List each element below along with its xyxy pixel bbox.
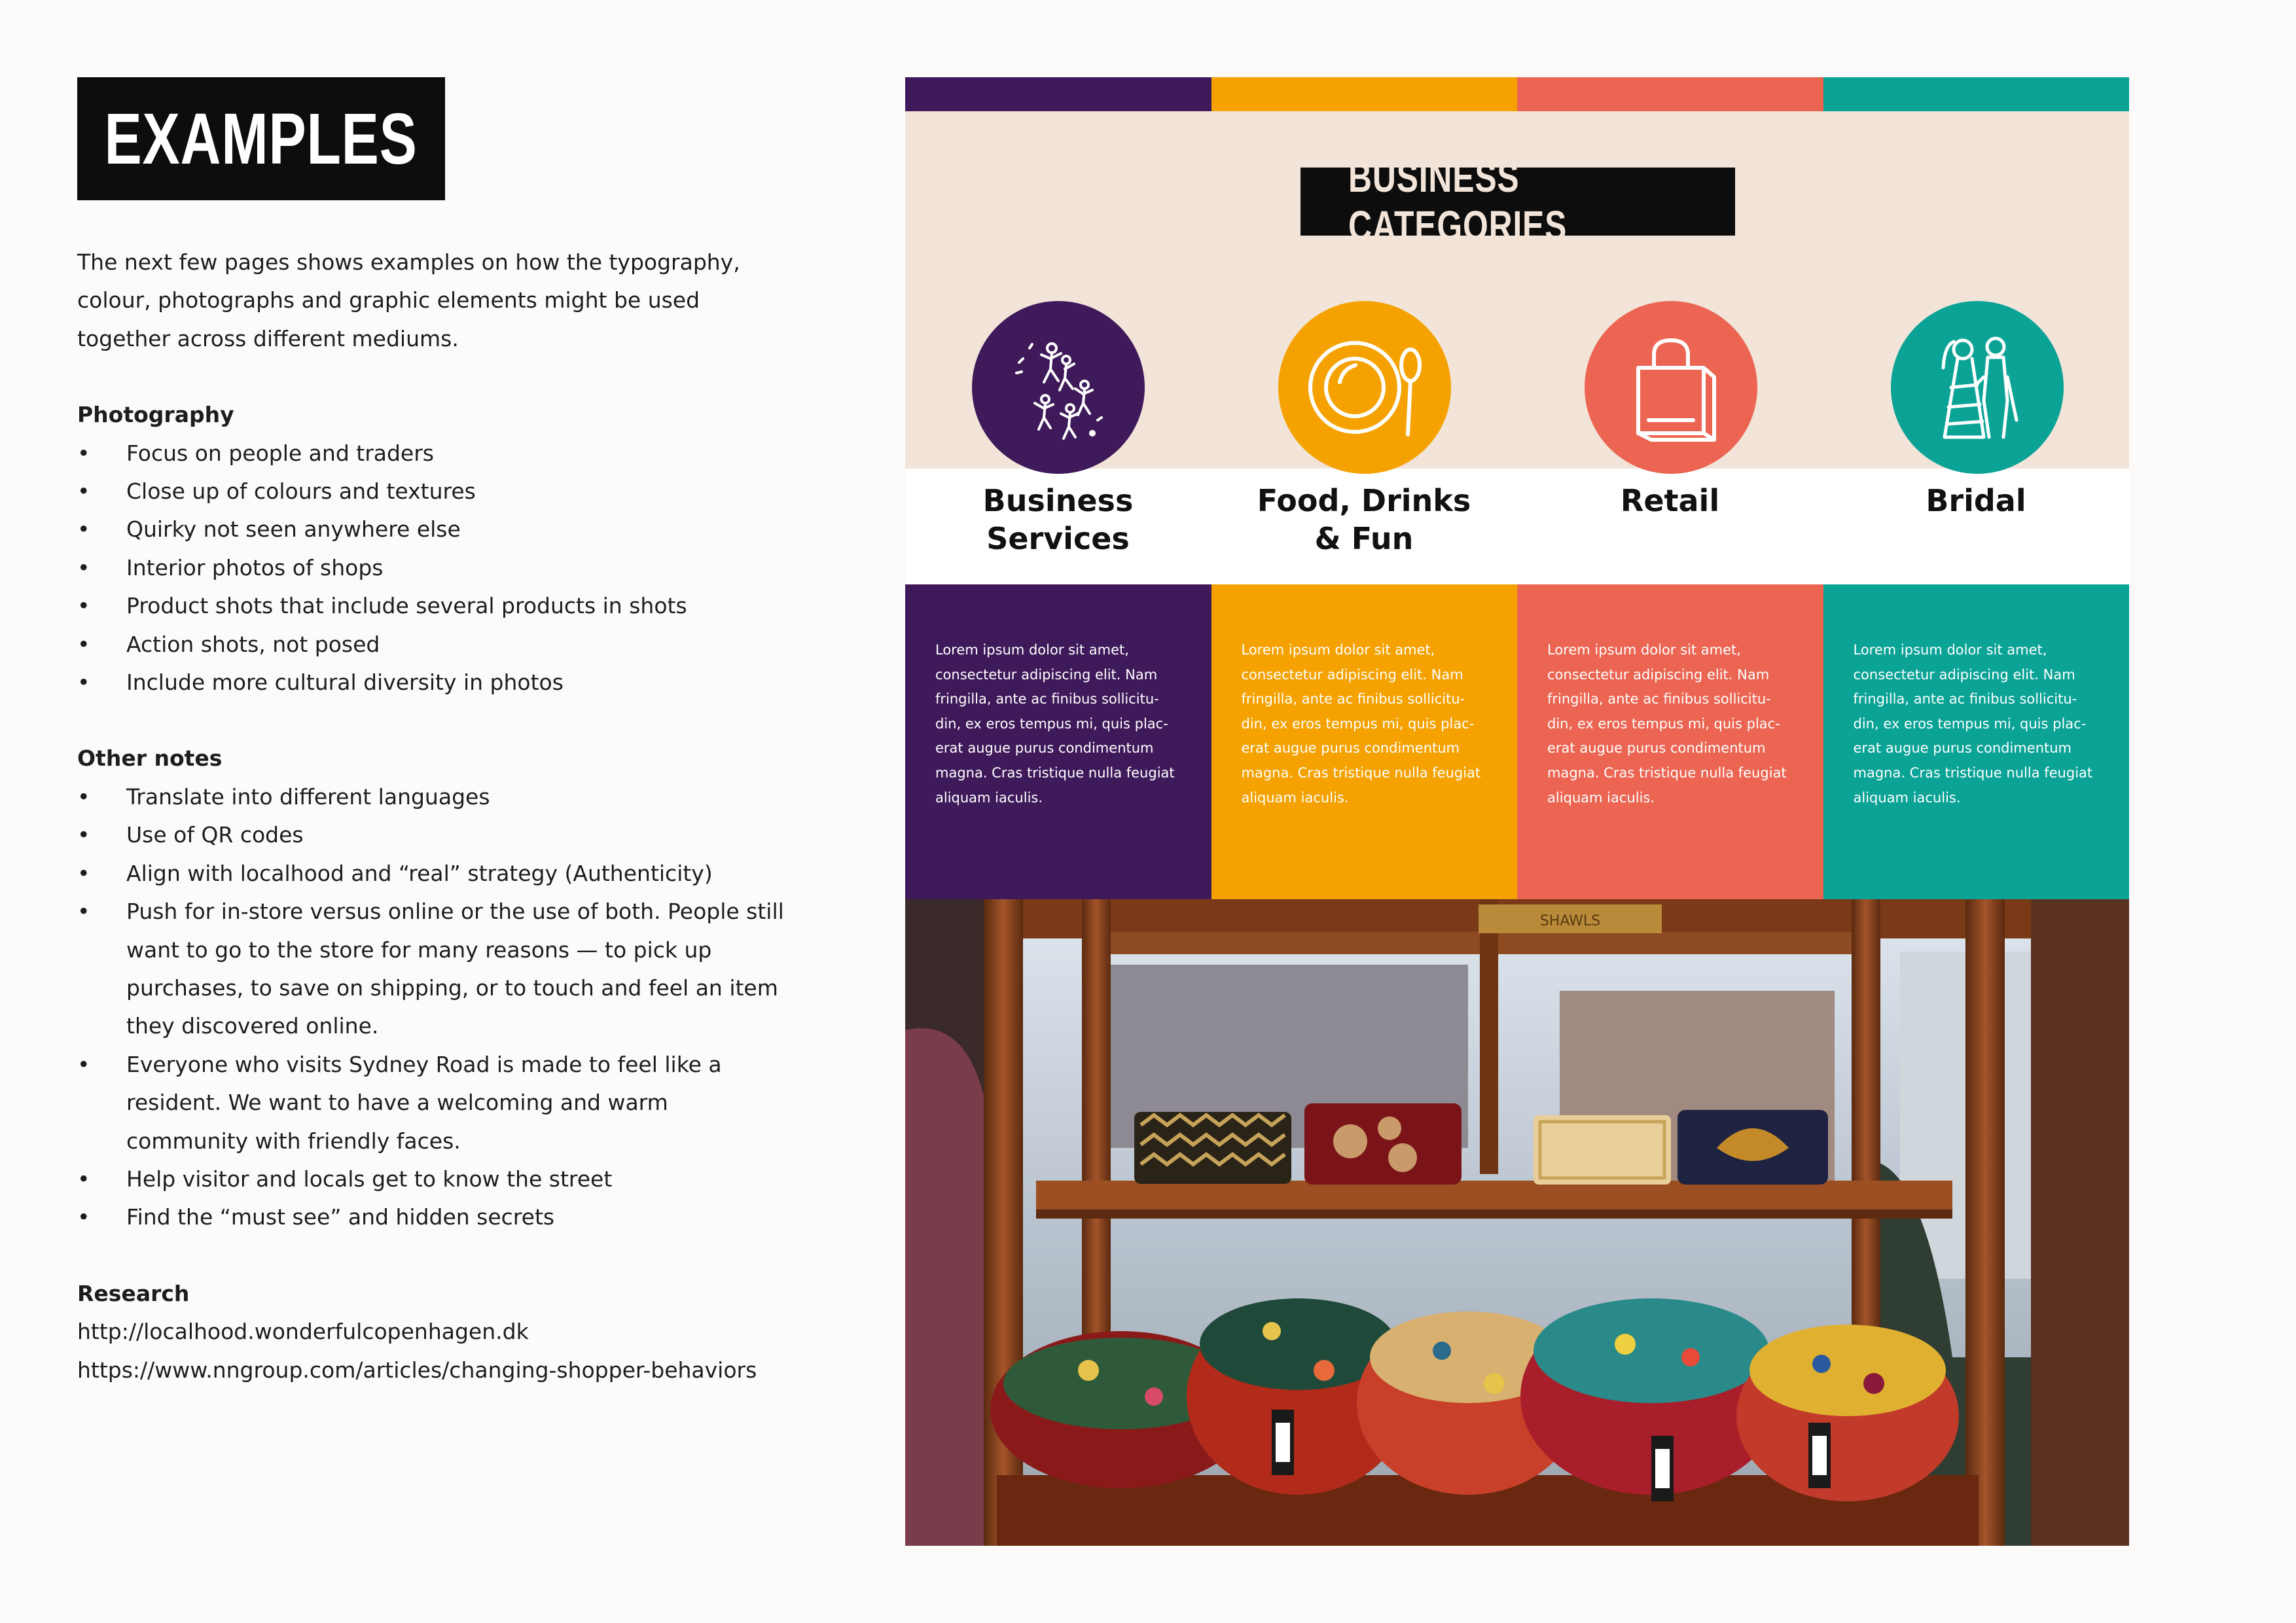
research-heading: Research bbox=[77, 1280, 190, 1306]
bride-groom-icon bbox=[1912, 322, 2043, 453]
list-item: • Action shots, not posed bbox=[77, 626, 836, 664]
category-circle-bridal[interactable] bbox=[1891, 301, 2064, 474]
category-description-business-services: Lorem ipsum dolor sit amet, consectetur adipiscing elit. Nam fringilla, ante ac finibus sollicitu- din, ex eros tempus mi, quis plac- erat augue purus condimentum magna. Cras tristique nulla feugiat aliquam iaculis. bbox=[905, 584, 1211, 899]
list-item: • Include more cultural diversity in photos bbox=[77, 664, 836, 702]
stripe-coral bbox=[1517, 77, 1823, 111]
business-categories-panel bbox=[905, 77, 2129, 1546]
shawls-sign: SHAWLS bbox=[1539, 913, 1601, 929]
list-item: • Push for in-store versus online or the use of both. People still want to go to the store for many reasons — to pick up purchases, to save on shipping, or to touch and feel an item they discovered online. bbox=[77, 893, 836, 1046]
category-label-food-drinks: Food, Drinks & Fun bbox=[1257, 483, 1471, 556]
category-description-retail: Lorem ipsum dolor sit amet, consectetur adipiscing elit. Nam fringilla, ante ac finibus sollicitu- din, ex eros tempus mi, quis plac- erat augue purus condimentum magna. Cras tristique nulla feugiat aliquam iaculis. bbox=[1517, 584, 1823, 899]
list-item: • Translate into different languages bbox=[77, 778, 836, 816]
photography-list bbox=[77, 435, 836, 702]
category-label-bridal: Bridal bbox=[1926, 483, 2026, 518]
shopping-bag-icon bbox=[1605, 322, 1736, 453]
list-item: • Help visitor and locals get to know the street bbox=[77, 1160, 836, 1198]
examples-title: EXAMPLES bbox=[104, 98, 418, 179]
stripe-purple bbox=[905, 77, 1211, 111]
intro-line-2: colour, photographs and graphic elements might be used bbox=[77, 287, 700, 313]
left-column bbox=[77, 243, 836, 1389]
photography-heading: Photography bbox=[77, 402, 234, 428]
list-item: • Interior photos of shops bbox=[77, 549, 836, 587]
list-item: • Use of QR codes bbox=[77, 816, 836, 854]
list-item: • Find the “must see” and hidden secrets bbox=[77, 1198, 836, 1236]
plate-spoon-icon bbox=[1299, 322, 1430, 453]
category-description-bridal: Lorem ipsum dolor sit amet, consectetur adipiscing elit. Nam fringilla, ante ac finibus sollicitu- din, ex eros tempus mi, quis plac- erat augue purus condimentum magna. Cras tristique nulla feugiat aliquam iaculis. bbox=[1823, 584, 2130, 899]
category-label-business-services: Business Services bbox=[982, 483, 1134, 556]
other-notes-list bbox=[77, 778, 836, 1237]
category-circle-retail[interactable] bbox=[1585, 301, 1757, 474]
list-item: • Focus on people and traders bbox=[77, 435, 836, 473]
business-categories-title-block bbox=[1300, 154, 1735, 249]
research-link-nngroup[interactable]: https://www.nngroup.com/articles/changing-shopper-behaviors bbox=[77, 1357, 757, 1383]
shop-display-photo bbox=[905, 899, 2129, 1546]
list-item: • Close up of colours and textures bbox=[77, 473, 836, 510]
intro-line-1: The next few pages shows examples on how the typography, bbox=[77, 249, 740, 275]
other-notes-heading: Other notes bbox=[77, 745, 223, 772]
stripe-yellow bbox=[1211, 77, 1518, 111]
list-item: • Align with localhood and “real” strategy (Authenticity) bbox=[77, 855, 836, 893]
list-item: • Everyone who visits Sydney Road is made to feel like a resident. We want to have a welcoming and warm community with friendly faces. bbox=[77, 1046, 836, 1160]
list-item: • Quirky not seen anywhere else bbox=[77, 510, 836, 548]
people-celebrating-icon bbox=[993, 322, 1124, 453]
category-circle-food-drinks[interactable] bbox=[1278, 301, 1451, 474]
examples-title-block bbox=[77, 77, 445, 200]
category-circle-business-services[interactable] bbox=[972, 301, 1145, 474]
business-categories-title: BUSINESS CATEGORIES bbox=[1348, 154, 1568, 249]
research-link-localhood[interactable]: http://localhood.wonderfulcopenhagen.dk bbox=[77, 1319, 529, 1345]
intro-line-3: together across different mediums. bbox=[77, 325, 459, 351]
category-description-food-drinks: Lorem ipsum dolor sit amet, consectetur adipiscing elit. Nam fringilla, ante ac finibus sollicitu- din, ex eros tempus mi, quis plac- erat augue purus condimentum magna. Cras tristique nulla feugiat aliquam iaculis. bbox=[1211, 584, 1518, 899]
category-label-retail: Retail bbox=[1620, 483, 1720, 518]
stripe-teal bbox=[1823, 77, 2130, 111]
list-item: • Product shots that include several products in shots bbox=[77, 587, 836, 625]
